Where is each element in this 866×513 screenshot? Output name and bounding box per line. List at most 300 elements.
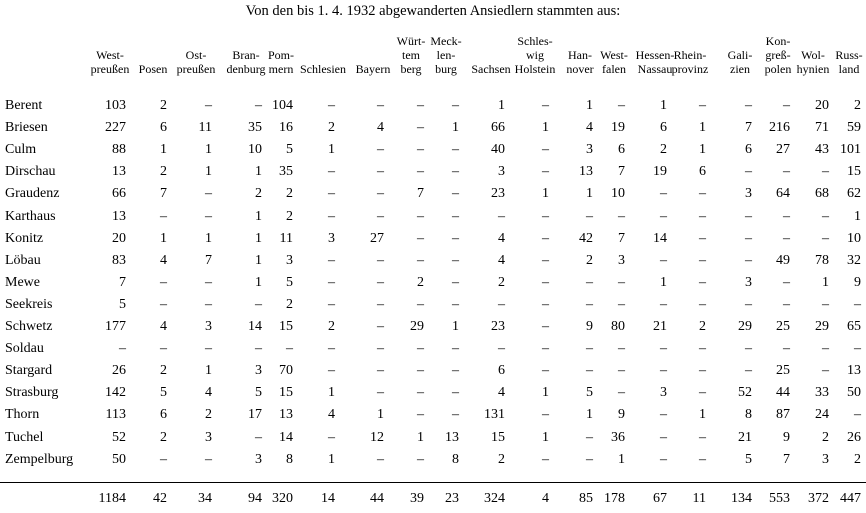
table-cell: 1 [660,98,667,113]
table-cell: – [660,363,667,379]
table-cell: 3 [745,274,752,290]
column-header-line: Kon- [765,34,791,48]
table-cell: – [618,274,625,290]
table-cell: 33 [815,385,829,401]
column-header-line: Bayern [355,62,391,76]
table-cell: – [783,274,790,290]
table-cell: 1 [586,186,593,202]
table-cell: 3 [205,429,212,445]
row-label: Karthaus [5,208,56,224]
column-header-line: berg [400,62,422,76]
table-cell: – [660,296,667,312]
table-cell: – [618,363,625,379]
table-cell: 25 [776,363,790,379]
table-cell: – [498,208,505,224]
table-cell: 1 [205,142,212,158]
table-cell: – [745,230,752,246]
table-cell: 16 [279,120,293,136]
column-header-line: Schlesien [300,62,346,76]
table-cell: – [119,341,126,357]
table-cell: – [745,296,752,312]
table-cell: – [452,164,459,180]
table-cell: 2 [822,429,829,445]
table-cell: 1 [699,142,706,158]
column-header [466,24,516,76]
table-cell: – [160,208,167,224]
column-header [298,24,348,76]
column-header-line: Sachsen [471,62,511,76]
table-cell: 23 [491,186,505,202]
table-cell: 27 [776,142,790,158]
table-cell: 1 [586,407,593,423]
column-header-line: provinz [671,62,709,76]
table-cell: 2 [286,296,293,312]
table-cell: 2 [286,208,293,224]
table-cell: – [417,363,424,379]
table-cell: – [377,186,384,202]
table-cell: 14 [653,230,667,246]
table-cell: – [377,98,384,113]
table-cell: – [542,296,549,312]
table-cell: – [586,363,593,379]
table-cell: – [618,208,625,224]
table-cell: – [452,98,459,113]
table-cell: – [417,407,424,423]
table-cell: 227 [105,120,126,136]
table-cell: 4 [328,407,335,423]
table-cell: – [255,98,262,113]
table-cell: 3 [498,164,505,180]
table-cell: 10 [248,142,262,158]
table-cell: – [745,252,752,268]
table-cell: 1 [452,120,459,136]
column-header-line: Holstein [514,62,556,76]
table-cell: – [586,451,593,467]
table-cell: 3 [822,451,829,467]
table-cell: – [498,296,505,312]
table-cell: 5 [286,142,293,158]
row-label: Culm [5,142,37,158]
table-cell: 3 [660,385,667,401]
column-header-line: preußen [90,62,130,76]
total-cell: 372 [808,491,829,506]
table-cell: 1 [417,429,424,445]
table-cell: 1 [205,363,212,379]
table-cell: – [205,274,212,290]
table-cell: – [783,164,790,180]
table-cell: 25 [776,319,790,334]
table-cell: – [417,98,424,113]
table-cell: – [854,296,861,312]
table-cell: – [328,429,335,445]
table-cell: 87 [776,407,790,423]
column-header-line: West- [96,48,124,62]
table-cell: – [699,230,706,246]
table-cell: – [417,208,424,224]
table-cell: 64 [776,186,790,202]
column-header-line: nover [566,62,594,76]
table-cell: – [205,186,212,202]
table-cell: 50 [847,385,861,401]
table-cell: 2 [660,142,667,158]
column-header-line: wig [526,48,544,62]
table-cell: 1 [160,230,167,246]
table-cell: 12 [370,429,384,445]
table-cell: 35 [248,120,262,136]
table-cell: – [160,296,167,312]
table-cell: 4 [160,252,167,268]
table-cell: – [452,407,459,423]
table-cell: 7 [160,186,167,202]
table-cell: 1 [255,252,262,268]
row-label: Tuchel [5,429,44,445]
table-cell: 26 [112,363,126,379]
table-cell: – [328,274,335,290]
table-cell: – [660,252,667,268]
table-cell: – [542,451,549,467]
table-cell: 9 [854,274,861,290]
table-cell: – [255,341,262,357]
table-cell: 1 [542,120,549,136]
total-cell: 447 [840,491,861,506]
table-cell: – [699,186,706,202]
table-cell: 1 [660,274,667,290]
table-cell: 177 [105,319,126,334]
column-header-line: falen [602,62,626,76]
column-header-line: Rhein- [673,48,707,62]
table-cell: – [417,385,424,401]
column-header-line: Ost- [185,48,207,62]
table-cell: 19 [611,120,625,136]
total-cell: 94 [248,491,262,506]
table-cell: 1 [255,164,262,180]
table-cell: 4 [377,120,384,136]
table-cell: – [586,341,593,357]
table-cell: 7 [119,274,126,290]
table-cell: 23 [491,319,505,334]
table-cell: – [618,385,625,401]
table-cell: – [377,385,384,401]
table-cell: 1 [498,98,505,113]
table-cell: 2 [854,451,861,467]
table-cell: 13 [579,164,593,180]
table-cell: 2 [586,252,593,268]
table-cell: 29 [410,319,424,334]
table-cell: – [377,319,384,334]
table-cell: 88 [112,142,126,158]
table-cell: 13 [279,407,293,423]
table-cell: 68 [815,186,829,202]
table-cell: – [255,429,262,445]
row-label: Soldau [5,341,44,357]
row-label: Strasburg [5,385,59,401]
table-cell: 2 [286,186,293,202]
table-cell: – [542,319,549,334]
totals-divider [0,482,866,483]
table-cell: 5 [119,296,126,312]
table-cell: – [417,451,424,467]
table-cell: – [822,164,829,180]
table-cell: – [618,296,625,312]
column-header-line: polen [764,62,792,76]
column-header-line: Wol- [801,48,825,62]
table-cell: 8 [286,451,293,467]
table-cell: – [205,341,212,357]
table-cell: 32 [847,252,861,268]
row-label: Briesen [5,120,48,136]
table-cell: 1 [854,208,861,224]
column-header-line: Russ- [835,48,863,62]
table-cell: 42 [579,230,593,246]
table-cell: 35 [279,164,293,180]
column-header-line: len- [436,48,456,62]
table-cell: – [660,341,667,357]
total-cell: 67 [653,491,667,506]
column-header-line: greß- [765,48,791,62]
table-cell: 21 [653,319,667,334]
table-cell: – [745,363,752,379]
table-cell: 13 [112,208,126,224]
table-cell: – [542,252,549,268]
table-cell: – [618,341,625,357]
table-cell: 10 [611,186,625,202]
table-cell: 216 [769,120,790,136]
table-cell: – [417,341,424,357]
table-cell: 9 [783,429,790,445]
table-cell: 15 [491,429,505,445]
table-cell: – [377,296,384,312]
total-cell: 178 [604,491,625,506]
column-header-line: Nassau [637,62,673,76]
column-header-line: tem [402,48,420,62]
column-header [171,24,221,76]
table-cell: 59 [847,120,861,136]
column-header-line: zien [730,62,750,76]
table-cell: – [328,208,335,224]
table-cell: 2 [699,319,706,334]
table-cell: 113 [105,407,126,423]
table-cell: – [377,208,384,224]
table-cell: 1 [699,120,706,136]
table-cell: 62 [847,186,861,202]
table-cell: – [822,363,829,379]
table-cell: – [452,142,459,158]
column-header-line: Han- [568,48,592,62]
table-cell: 7 [205,252,212,268]
table-cell: 11 [279,230,293,246]
table-cell: 9 [618,407,625,423]
table-cell: 3 [255,451,262,467]
table-cell: – [699,429,706,445]
table-cell: – [417,120,424,136]
table-cell: – [328,363,335,379]
table-cell: 2 [255,186,262,202]
table-cell: 6 [699,164,706,180]
table-cell: 2 [498,274,505,290]
table-cell: 6 [660,120,667,136]
total-cell: 34 [198,491,212,506]
total-cell: 42 [153,491,167,506]
table-cell: – [542,363,549,379]
table-cell: 1 [452,319,459,334]
table-cell: 4 [498,385,505,401]
table-cell: 1 [542,385,549,401]
table-cell: 20 [815,98,829,113]
table-cell: – [417,230,424,246]
table-cell: 8 [745,407,752,423]
table-cell: – [452,274,459,290]
column-header-line: mern [268,62,294,76]
table-cell: 1 [205,230,212,246]
table-cell: 5 [160,385,167,401]
table-cell: 24 [815,407,829,423]
table-cell: 7 [417,186,424,202]
total-cell: 320 [272,491,293,506]
column-header [665,24,715,76]
table-cell: 13 [112,164,126,180]
table-cell: – [377,451,384,467]
table-cell: 43 [815,142,829,158]
table-cell: 40 [491,142,505,158]
table-cell: – [745,98,752,113]
column-header-line: West- [600,48,628,62]
column-header-line: Würt- [396,34,426,48]
total-cell: 85 [579,491,593,506]
table-cell: – [586,429,593,445]
table-cell: – [618,98,625,113]
row-label: Graudenz [5,186,60,202]
table-cell: – [542,341,549,357]
table-cell: 4 [498,230,505,246]
table-cell: 20 [112,230,126,246]
table-cell: 104 [272,98,293,113]
table-cell: – [822,341,829,357]
table-cell: 5 [255,385,262,401]
column-header-line: land [838,62,860,76]
table-cell: – [699,296,706,312]
table-cell: – [822,230,829,246]
table-cell: 3 [255,363,262,379]
table-cell: 6 [160,120,167,136]
table-cell: 1 [205,164,212,180]
total-cell: 23 [445,491,459,506]
table-cell: 66 [491,120,505,136]
table-cell: 3 [745,186,752,202]
table-cell: 78 [815,252,829,268]
table-cell: – [783,98,790,113]
table-cell: 29 [738,319,752,334]
table-cell: – [328,296,335,312]
column-header-line: Gali- [727,48,753,62]
table-cell: – [699,208,706,224]
table-cell: – [377,164,384,180]
table-cell: 2 [328,319,335,334]
table-cell: – [328,98,335,113]
column-header [421,24,471,76]
column-header [510,24,560,76]
table-cell: – [783,341,790,357]
table-cell: 13 [847,363,861,379]
total-cell: 39 [410,491,424,506]
table-cell: 8 [452,451,459,467]
table-cell: 83 [112,252,126,268]
table-cell: 4 [498,252,505,268]
table-cell: – [745,208,752,224]
row-label: Schwetz [5,319,53,334]
table-cell: – [205,208,212,224]
column-header-line: hynien [796,62,830,76]
table-cell: – [660,429,667,445]
row-label: Zempelburg [5,451,74,467]
table-cell: 6 [160,407,167,423]
table-cell: – [745,341,752,357]
table-cell: 2 [417,274,424,290]
table-cell: 1 [699,407,706,423]
table-cell: 27 [370,230,384,246]
table-cell: – [783,230,790,246]
table-cell: 3 [618,252,625,268]
table-cell: – [822,296,829,312]
column-header [824,24,866,76]
table-cell: – [328,164,335,180]
table-cell: – [328,341,335,357]
table-cell: – [205,98,212,113]
column-header-line: burg [435,62,457,76]
table-cell: – [498,341,505,357]
table-cell: 7 [618,230,625,246]
row-label: Seekreis [5,296,53,312]
table-cell: 6 [745,142,752,158]
table-cell: – [745,164,752,180]
table-cell: – [205,296,212,312]
table-cell: 26 [847,429,861,445]
table-cell: 5 [286,274,293,290]
table-cell: – [417,252,424,268]
table-cell: 1 [377,407,384,423]
row-label: Thorn [5,407,40,423]
table-cell: 71 [815,120,829,136]
table-cell: – [586,208,593,224]
table-cell: – [586,274,593,290]
table-cell: 5 [586,385,593,401]
table-cell: 1 [542,186,549,202]
table-cell: – [452,186,459,202]
table-cell: 29 [815,319,829,334]
table-cell: – [699,252,706,268]
table-cell: – [328,252,335,268]
table-cell: – [783,208,790,224]
table-cell: 44 [776,385,790,401]
table-cell: 4 [586,120,593,136]
table-cell: – [452,296,459,312]
total-cell: 11 [692,491,706,506]
table-cell: – [854,407,861,423]
table-cell: – [699,98,706,113]
table-cell: 6 [618,142,625,158]
table-cell: – [660,208,667,224]
row-label: Berent [5,98,43,113]
table-cell: 15 [847,164,861,180]
table-cell: – [660,407,667,423]
table-cell: – [452,252,459,268]
table-cell: 65 [847,319,861,334]
total-cell: 14 [321,491,335,506]
table-cell: – [452,230,459,246]
total-cell: 324 [484,491,505,506]
table-cell: 15 [279,319,293,334]
table-cell: – [699,363,706,379]
table-cell: – [377,252,384,268]
